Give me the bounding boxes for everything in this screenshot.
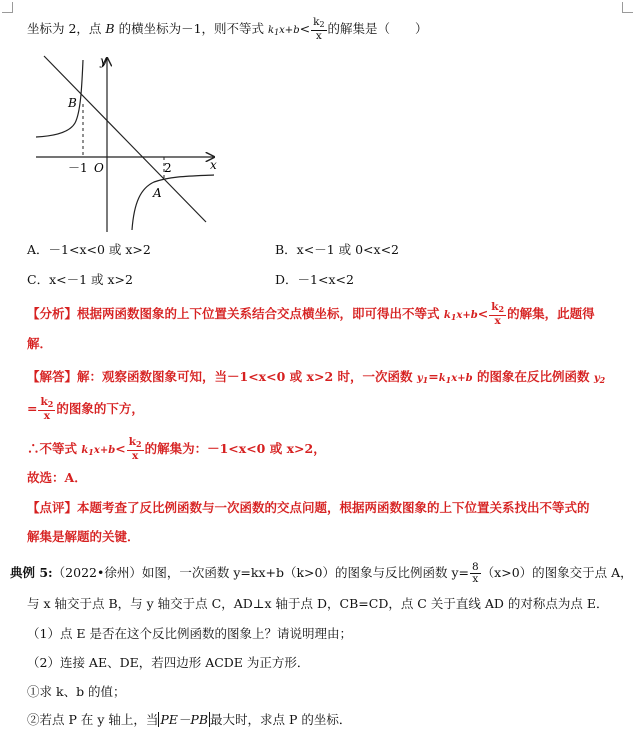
tick-label-2: 2 bbox=[164, 161, 172, 175]
answer-line-3: ∴不等式 $k_1x+b<$ $\frac{k_2}{x}$ 的解集为：－1<x<0 或 x>2， bbox=[27, 436, 326, 462]
comment-tag: 【点评】 bbox=[27, 500, 78, 515]
point-a-label: A bbox=[153, 186, 162, 200]
answer-line-1: 【解答】解：观察函数图象可知，当－1<x<0 或 x>2 时，一次函数 $y_1=k_1x+b$ 的图象在反比例函数 $y_2$ bbox=[27, 369, 606, 385]
comment-line-1: 【点评】本题考查了反比例函数与一次函数的交点问题，根据两函数图象的上下位置关系找出不等式的 bbox=[27, 500, 590, 515]
origin-label: O bbox=[94, 161, 104, 175]
option-d: D．－1<x<2 bbox=[275, 272, 354, 287]
point-b-label: B bbox=[68, 96, 77, 110]
absolute-value: PE－PB bbox=[160, 712, 209, 727]
comment-line-2: 解集是解题的关键． bbox=[27, 529, 140, 544]
question-1: （1）点 E 是否在这个反比例函数的图象上？请说明理由； bbox=[27, 626, 353, 641]
y-axis-label: y bbox=[100, 54, 107, 68]
corner-mark-right bbox=[622, 2, 633, 13]
x-axis-label: x bbox=[210, 158, 217, 172]
analysis-line-2: 解． bbox=[27, 336, 53, 351]
circled-number-2: ② bbox=[27, 712, 40, 727]
example-fraction-8-over-x: $\frac{8}{x}$ bbox=[471, 561, 479, 585]
analysis-fraction: $\frac{k_2}{x}$ bbox=[491, 301, 505, 327]
answer-line-2: = $\frac{k_2}{x}$ 的图象的下方， bbox=[27, 396, 144, 422]
problem-statement: 坐标为 2，点 B 的横坐标为－1，则不等式 $k_1x+b<$ $\frac{k_2}{x}$ 的解集是（ ） bbox=[27, 16, 428, 42]
option-a: A．－1<x<0 或 x>2 bbox=[27, 242, 151, 257]
analysis-line-1: 【分析】根据两函数图象的上下位置关系结合交点横坐标，即可得出不等式 $k_1x+b<$ $\frac{k_2}{x}$ 的解集，此题得 bbox=[27, 301, 595, 327]
answer-fraction-2: $\frac{k_2}{x}$ bbox=[128, 436, 142, 462]
tick-label-neg1: －1 bbox=[68, 161, 88, 175]
linear-function-line bbox=[44, 56, 206, 222]
option-b: B．x<－1 或 0<x<2 bbox=[275, 242, 400, 257]
example-line-1: 典例 5:（2022•徐州）如图，一次函数 y=kx+b（k>0）的图象与反比例函数 y= $\frac{8}{x}$ （x>0）的图象交于点 A， bbox=[10, 561, 633, 585]
example-label: 典例 5: bbox=[10, 565, 53, 580]
example-line-2: 与 x 轴交于点 B，与 y 轴交于点 C，AD⊥x 轴于点 D，CB=CD，点 C 关于直线 AD 的对称点为点 E． bbox=[27, 596, 609, 611]
option-c: C．x<－1 或 x>2 bbox=[27, 272, 133, 287]
answer-fraction-1: $\frac{k_2}{x}$ bbox=[40, 396, 54, 422]
corner-mark-left bbox=[2, 2, 13, 13]
answer-line-4: 故选：A． bbox=[27, 470, 87, 485]
question-2: （2）连接 AE、DE，若四边形 ACDE 为正方形． bbox=[27, 655, 310, 670]
hyperbola-right-branch bbox=[132, 175, 214, 230]
sub-question-2: ②若点 P 在 y 轴上，当 PE－PB 最大时，求点 P 的坐标． bbox=[27, 712, 352, 727]
analysis-tag: 【分析】 bbox=[27, 306, 78, 321]
answer-tag: 【解答】 bbox=[27, 369, 78, 384]
function-graph bbox=[36, 52, 221, 234]
fraction-k2-over-x: $\frac{k_2}{x}$ bbox=[313, 16, 325, 42]
circled-number-1: ① bbox=[27, 684, 40, 699]
sub-question-1: ①求 k、b 的值； bbox=[27, 684, 126, 699]
